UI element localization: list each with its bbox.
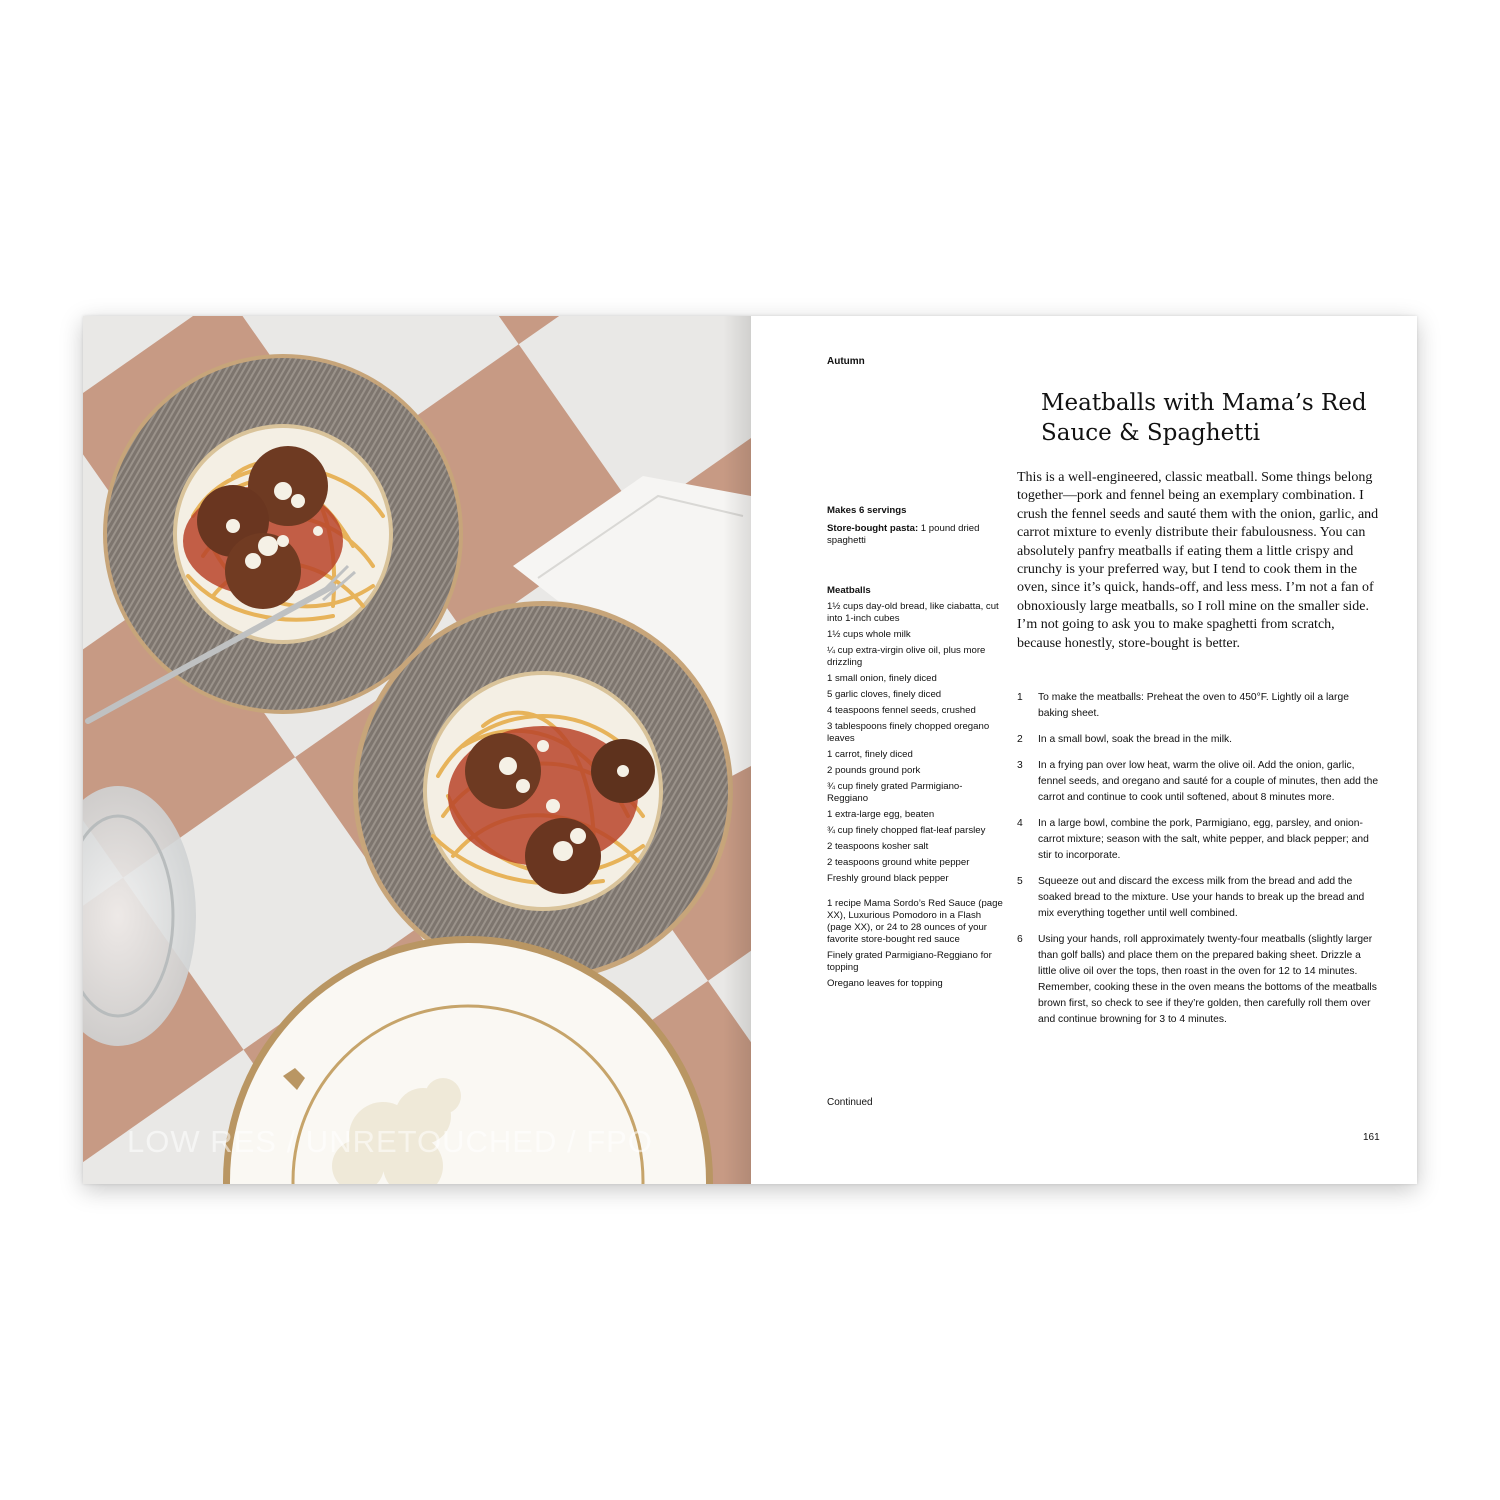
step-number: 2: [1017, 734, 1023, 745]
pasta-note: [827, 523, 1003, 547]
book-spread: [83, 316, 1417, 1184]
ingredient-item: ¾ cup finely grated Parmigiano-Reggiano: [827, 781, 963, 804]
ingredient-item: 2 teaspoons kosher salt: [827, 841, 929, 852]
ingredient-item: 1 carrot, finely diced: [827, 749, 913, 760]
step-text: In a small bowl, soak the bread in the milk.: [1038, 734, 1233, 745]
step-item: [1017, 816, 1379, 864]
ingredient-item: 1 recipe Mama Sordo’s Red Sauce (page XX), Luxurious Pomodoro in a Flash (page XX), or 24 to 28 ounces of your favorite store-bought red sauce: [827, 898, 1003, 945]
ingredient-item: 2 pounds ground pork: [827, 765, 921, 776]
ingredient-item: 2 teaspoons ground white pepper: [827, 857, 970, 868]
meatballs-spaghetti-photo: [83, 316, 751, 1184]
ingredient-item: 5 garlic cloves, finely diced: [827, 689, 942, 700]
pasta-label: Store-bought pasta:: [827, 523, 919, 534]
ingredient-item: 4 teaspoons fennel seeds, crushed: [827, 705, 976, 716]
step-number: 6: [1017, 934, 1023, 945]
section-label: Autumn: [827, 356, 865, 367]
step-number: 1: [1017, 692, 1023, 703]
ingredient-item: 1½ cups day-old bread, like ciabatta, cut into 1-inch cubes: [827, 601, 999, 624]
method-steps: [1017, 690, 1379, 1038]
recipe-page: [751, 316, 1417, 1184]
step-text: Squeeze out and discard the excess milk from the bread and add the soaked bread to the mixture. Use your hands to break up the bread and mix everything together until well combined.: [1038, 876, 1365, 919]
step-item: [1017, 758, 1379, 806]
continued-label: Continued: [827, 1097, 873, 1108]
ingredient-item: 3 tablespoons finely chopped oregano leaves: [827, 721, 990, 744]
meatballs-heading: Meatballs: [827, 585, 871, 596]
step-number: 4: [1017, 818, 1023, 829]
step-item: [1017, 874, 1379, 922]
recipe-title: Meatballs with Mama’s Red Sauce & Spaghetti: [1041, 390, 1367, 446]
page-gutter-shadow: [723, 316, 751, 1184]
step-item: [1017, 690, 1379, 722]
fpo-watermark: LOW RES / UNRETOUCHED / FPO: [127, 1124, 653, 1159]
step-text: To make the meatballs: Preheat the oven to 450°F. Lightly oil a large baking sheet.: [1038, 692, 1349, 719]
ingredient-item: Freshly ground black pepper: [827, 873, 949, 884]
servings-yield: Makes 6 servings: [827, 505, 907, 516]
ingredient-item: ¾ cup finely chopped flat-leaf parsley: [827, 825, 986, 836]
step-text: In a frying pan over low heat, warm the olive oil. Add the onion, garlic, fennel seeds, and oregano and sauté for a couple of minutes, then add the carrot and continue to cook until softened, about 8 minutes more.: [1038, 760, 1379, 803]
ingredient-item: 1½ cups whole milk: [827, 629, 911, 640]
meatball-ingredients-list: [827, 601, 1003, 885]
pasta-text: 1 pound dried spaghetti: [827, 523, 980, 546]
ingredients-column: [827, 505, 1003, 994]
ingredient-item: 1 small onion, finely diced: [827, 673, 937, 684]
recipe-intro: This is a well-engineered, classic meatball. Some things belong together—pork and fennel being an exemplary combination. I crush the fennel seeds and sauté them with the onion, garlic, and carrot mixture to evenly distribute their fabulousness. You can absolutely panfry meatballs if eating them a little crispy and crunchy is your preferred way, but I tend to cook them in the oven, since it’s quick, hands-off, and less mess. I’m not a fan of obnoxiously large meatballs, so I roll mine on the smaller side. I’m not going to ask you to make spaghetti from scratch, because honestly, store-bought is better.: [1017, 470, 1379, 651]
ingredient-item: Oregano leaves for topping: [827, 978, 943, 989]
ingredient-item: ¼ cup extra-virgin olive oil, plus more drizzling: [827, 645, 986, 668]
step-text: In a large bowl, combine the pork, Parmigiano, egg, parsley, and onion-carrot mixture; season with the salt, white pepper, and black pepper; and stir to incorporate.: [1038, 818, 1369, 861]
step-number: 3: [1017, 760, 1023, 771]
food-photo: [83, 316, 751, 1184]
step-number: 5: [1017, 876, 1023, 887]
page-number: 161: [1363, 1132, 1380, 1143]
ingredient-item: Finely grated Parmigiano-Reggiano for topping: [827, 950, 992, 973]
step-item: [1017, 732, 1379, 748]
ingredient-item: 1 extra-large egg, beaten: [827, 809, 935, 820]
step-text: Using your hands, roll approximately twenty-four meatballs (slightly larger than golf balls) and place them on the prepared baking sheet. Drizzle a little olive oil over the tops, then roast in the oven for 12 to 14 minutes. Remember, cooking these in the oven means the bottoms of the meatballs brown first, so check to see if they’re golden, then carefully roll them over and continue browning for 3 to 4 minutes.: [1038, 934, 1377, 1025]
step-item: [1017, 932, 1379, 1028]
serving-ingredients-list: [827, 898, 1003, 990]
